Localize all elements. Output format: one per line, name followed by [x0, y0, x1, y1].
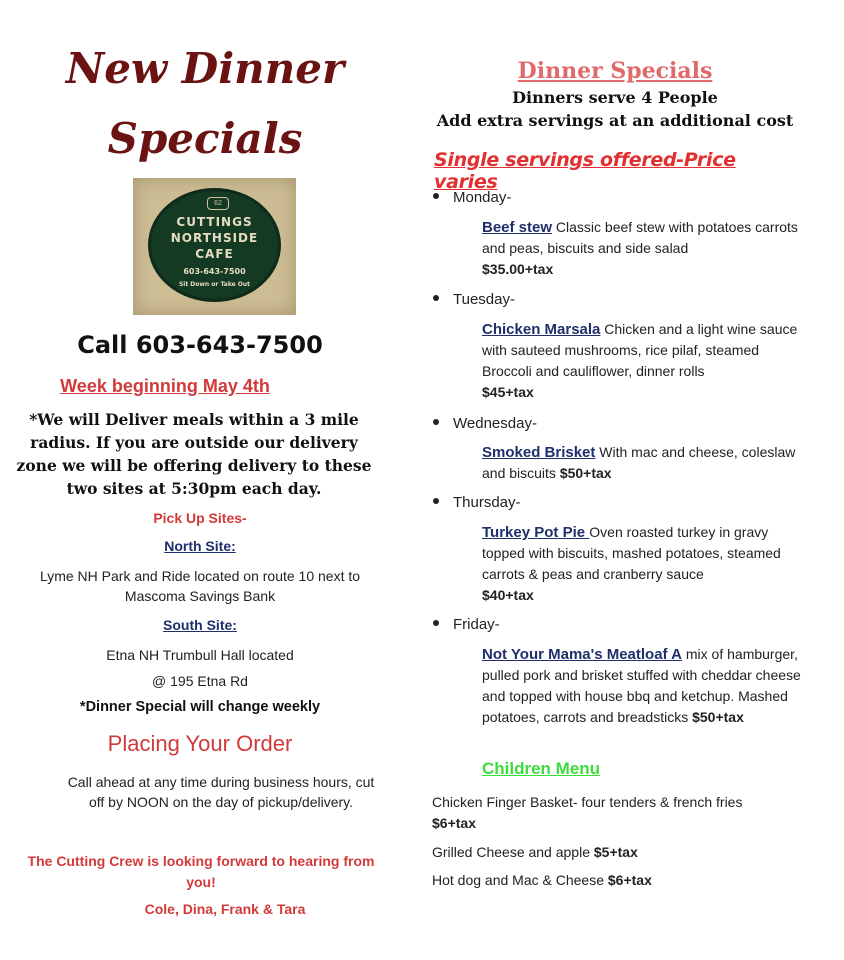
dish-description: Oven roasted turkey in gravy topped with biscuits, mashed potatoes, steamed carrots & peas and cranberry sauce: [482, 524, 781, 582]
children-item-price: $6+tax: [607, 872, 652, 888]
dish-price: $50+tax: [559, 465, 612, 481]
day-label: Friday-: [453, 616, 500, 633]
dish-description: Classic beef stew with potatoes carrots and peas, biscuits and side salad: [482, 219, 798, 256]
dish-name: Beef stew: [482, 219, 553, 236]
south-site-line1: Etna NH Trumbull Hall located: [106, 647, 294, 663]
day-monday: [433, 189, 511, 206]
menu-item-wednesday: [482, 442, 812, 484]
placing-order-text: Call ahead at any time during business hours, cut off by NOON on the day of pickup/delivery.: [67, 774, 375, 810]
dish-price: $45+tax: [482, 384, 534, 400]
cafe-logo-oval: [148, 188, 281, 302]
bullet-dot: [433, 193, 439, 199]
logo-tagline: Sit Down or Take Out: [178, 281, 251, 288]
dish-price: $50+tax: [692, 709, 744, 725]
logo-line-northside: NORTHSIDE: [170, 231, 259, 245]
page-title-line2: Specials: [107, 114, 303, 163]
dish-description: mix of hamburger, pulled pork and brisket stuffed with cheddar cheese and topped with house bbq and ketchup. Mashed potatoes, carrots and breadsticks: [482, 646, 801, 725]
bullet-dot: [433, 620, 439, 626]
call-phone: Call 603-643-7500: [77, 331, 323, 359]
dish-price: $40+tax: [482, 587, 534, 603]
dish-name: Turkey Pot Pie: [482, 524, 590, 541]
children-item-price: $6+tax: [432, 815, 476, 831]
day-tuesday: [433, 291, 515, 308]
dish-name: Smoked Brisket: [482, 444, 596, 461]
weekly-change-note: *Dinner Special will change weekly: [79, 699, 321, 715]
placing-order-heading: Placing Your Order: [107, 731, 293, 756]
crew-note: The Cutting Crew is looking forward to hearing from you!: [27, 853, 375, 890]
dish-description: With mac and cheese, coleslaw and biscuits: [482, 444, 796, 481]
delivery-note: *We will Deliver meals within a 3 mile radius. If you are outside our delivery zone we will be offering delivery to these two sites at 5:30pm each day.: [16, 410, 372, 498]
bullet-dot: [433, 295, 439, 301]
single-servings-note: Single servings offered-Price varies: [434, 149, 736, 193]
day-thursday: [433, 494, 521, 511]
day-label: Monday-: [453, 189, 512, 206]
children-item: [432, 842, 812, 863]
menu-item-thursday: [482, 522, 812, 606]
logo-badge: 62: [207, 197, 229, 210]
children-item-name: Hot dog and Mac & Cheese: [432, 872, 608, 888]
day-label: Tuesday-: [453, 291, 515, 308]
children-menu-heading: Children Menu: [482, 759, 601, 778]
pickup-sites-heading: Pick Up Sites-: [153, 510, 247, 526]
dinner-specials-title: Dinner Specials: [517, 58, 713, 84]
children-item-price: $5+tax: [593, 844, 638, 860]
children-item-name: Grilled Cheese and apple: [432, 844, 594, 860]
south-site-heading: South Site:: [163, 617, 237, 633]
bullet-dot: [433, 419, 439, 425]
logo-line-cafe: CAFE: [195, 247, 234, 261]
day-friday: [433, 616, 500, 633]
page-title-line1: New Dinner: [65, 44, 345, 93]
bullet-dot: [433, 498, 439, 504]
south-site-line2: @ 195 Etna Rd: [152, 673, 248, 689]
week-beginning: Week beginning May 4th: [60, 376, 270, 396]
serves-note: Dinners serve 4 People: [512, 88, 718, 107]
dish-price: $35.00+tax: [482, 261, 554, 277]
menu-item-monday: [482, 217, 812, 280]
day-wednesday: [433, 415, 537, 432]
logo-phone: 603-643-7500: [183, 267, 246, 276]
logo-line-cuttings: CUTTINGS: [176, 215, 253, 229]
children-item-name: Chicken Finger Basket- four tenders & french fries: [432, 794, 743, 810]
menu-item-tuesday: [482, 319, 812, 403]
day-label: Thursday-: [453, 494, 521, 511]
dish-name: Chicken Marsala: [482, 321, 601, 338]
children-item: [432, 870, 812, 891]
children-item: [432, 792, 812, 834]
day-label: Wednesday-: [453, 415, 537, 432]
extra-servings-note: Add extra servings at an additional cost: [436, 111, 794, 130]
north-site-heading: North Site:: [164, 538, 236, 554]
crew-names: Cole, Dina, Frank & Tara: [144, 901, 306, 917]
dish-description: Chicken and a light wine sauce with sauteed mushrooms, rice pilaf, steamed Broccoli and cauliflower, dinner rolls: [482, 321, 798, 379]
menu-item-friday: [482, 644, 812, 728]
north-site-text: Lyme NH Park and Ride located on route 10 next to Mascoma Savings Bank: [39, 568, 361, 604]
dish-name: Not Your Mama's Meatloaf A: [482, 646, 682, 663]
cafe-logo-photo: [133, 178, 296, 315]
